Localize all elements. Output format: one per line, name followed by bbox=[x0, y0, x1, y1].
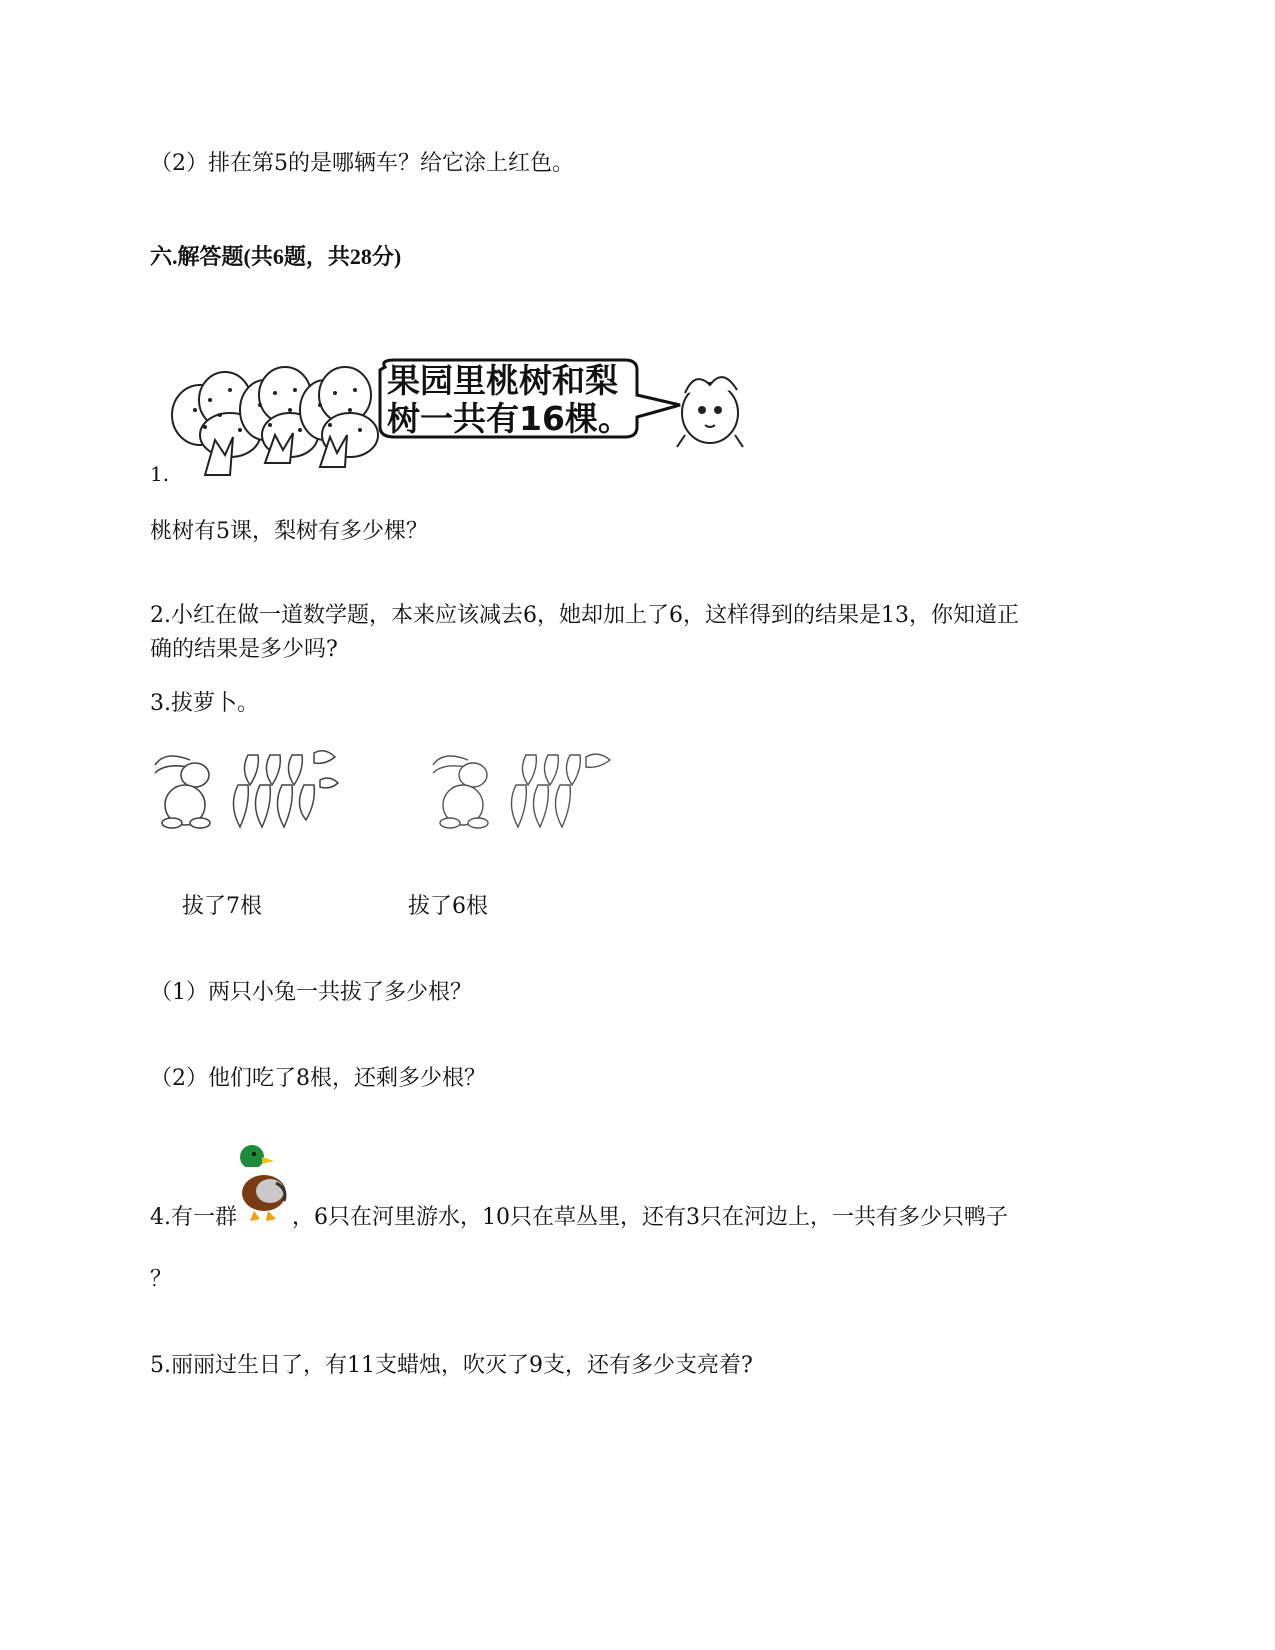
question-part-2: （2）排在第5的是哪辆车？给它涂上红色。 bbox=[150, 151, 574, 176]
carrot-icons bbox=[233, 751, 338, 827]
tree-icons bbox=[172, 367, 378, 475]
rabbit-icon bbox=[433, 756, 488, 828]
question-3-title: 3.拔萝卜。 bbox=[150, 691, 259, 716]
carrot-label-left: 拔了7根 bbox=[182, 894, 262, 919]
question-3-part-2: （2）他们吃了8根，还剩多少根？ bbox=[150, 1066, 486, 1091]
carrot-icons bbox=[511, 754, 610, 827]
question-1-number: 1. bbox=[150, 462, 170, 486]
question-3-part-1: （1）两只小兔一共拔了多少根？ bbox=[150, 980, 472, 1005]
speech-line-2: 树一共有16棵。 bbox=[387, 399, 631, 438]
character-icon bbox=[677, 377, 743, 447]
carrot-label-right: 拔了6根 bbox=[408, 894, 488, 919]
question-1-text: 桃树有5课，梨树有多少棵？ bbox=[150, 519, 428, 544]
question-4-prefix: 4.有一群 bbox=[150, 1205, 237, 1230]
section-title: 六.解答题(共6题，共28分) bbox=[150, 244, 402, 269]
rabbit-carrots-right bbox=[428, 745, 618, 830]
question-4-text: ，6只在河里游水，10只在草丛里，还有3只在河边上，一共有多少只鸭子 bbox=[292, 1205, 1008, 1230]
rabbit-carrots-left bbox=[150, 745, 340, 830]
rabbit-icon bbox=[155, 756, 210, 828]
duck-icon bbox=[234, 1143, 290, 1225]
question-2-line-2: 确的结果是多少吗? bbox=[150, 637, 338, 662]
speech-line-1: 果园里桃树和梨 bbox=[387, 361, 618, 400]
question-5-text: 5.丽丽过生日了，有11支蜡烛，吹灭了9支，还有多少支亮着? bbox=[150, 1353, 753, 1378]
speech-bubble-text bbox=[387, 362, 631, 438]
question-4-tail: ？ bbox=[150, 1267, 173, 1292]
question-2-line-1: 2.小红在做一道数学题，本来应该减去6，她却加上了6，这样得到的结果是13，你知道正 bbox=[150, 603, 1019, 628]
